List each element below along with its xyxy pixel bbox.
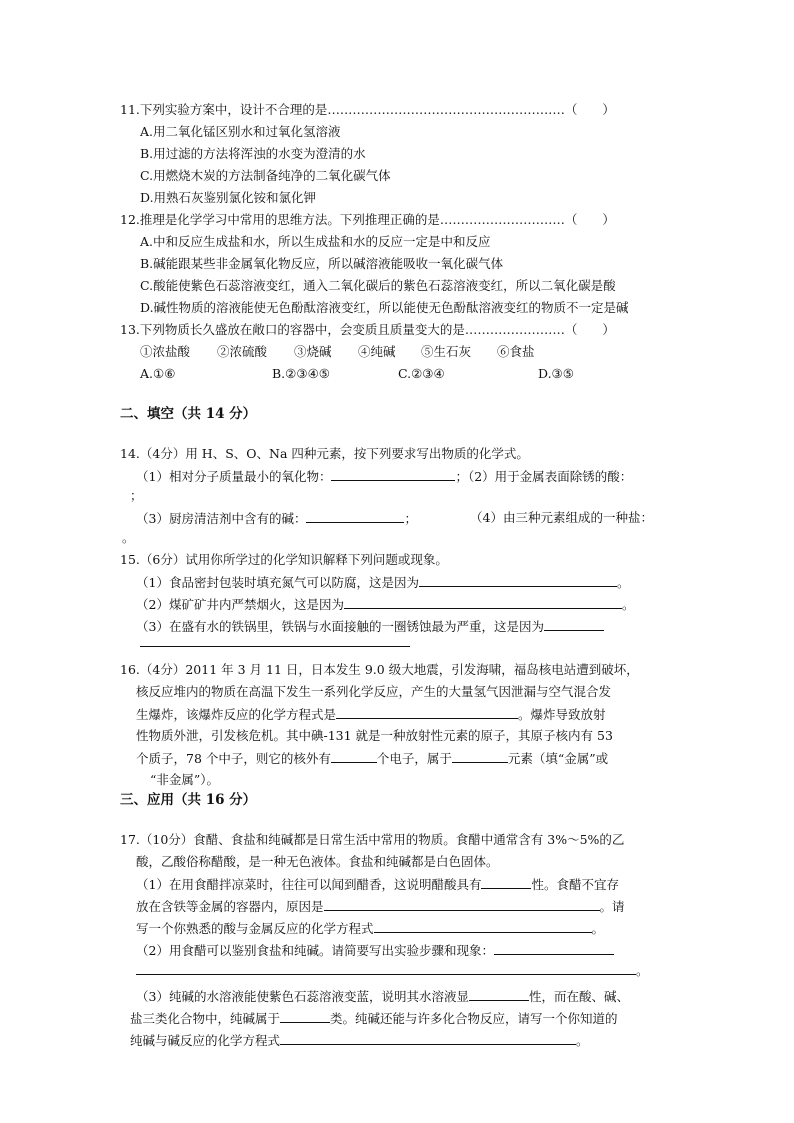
q13-item-2: ②浓硫酸: [217, 344, 268, 359]
q17-equation-2-blank[interactable]: [280, 1032, 576, 1045]
q15-part-2-end: 。: [621, 597, 635, 612]
q17-reason-blank[interactable]: [324, 898, 600, 911]
q15-line-2: [136, 596, 634, 613]
q17-line-9-tail: 类。纯碱还能与许多化合物反应，请写一个你知道的: [330, 1011, 618, 1026]
q14-sep-1: ；: [455, 469, 468, 484]
q16-element-blank[interactable]: [452, 750, 508, 763]
q16-line-6: “非金属”）。: [150, 772, 220, 787]
q14-part-2-label: （2）用于金属表面除锈的酸：: [467, 469, 633, 484]
q17-category-blank[interactable]: [280, 1010, 330, 1023]
q16-equation-label: 生爆炸，该爆炸反应的化学方程式是: [136, 707, 337, 722]
q14-part-4-label: （4）由三种元素组成的一种盐：: [470, 510, 653, 525]
q12-option-d: D.碱性物质的溶液能使无色酚酞溶液变红，所以能使无色酚酞溶液变红的物质不一定是碱: [140, 300, 629, 315]
q13-option-a: A.①⑥: [140, 366, 176, 381]
q15-line-3: [136, 618, 604, 635]
q17-equation-1-label: 写一个你熟悉的酸与金属反应的化学方程式: [136, 921, 374, 936]
q17-line-3: [136, 876, 619, 893]
q17-blank-1[interactable]: [481, 876, 531, 889]
q16-line-5: [136, 750, 608, 767]
q16-element-label: 个电子，属于: [376, 751, 452, 766]
q16-line-2: 核反应堆内的物质在高温下发生一系列化学反应，产生的大量氢气因泄漏与空气混合发: [136, 684, 612, 699]
q14-sep-3: ；: [404, 511, 417, 526]
q14-blank-3[interactable]: [306, 510, 404, 523]
q15-stem: 15.（6分）试用你所学过的化学知识解释下列问题或现象。: [120, 552, 448, 567]
q17-blank-3a[interactable]: [469, 988, 529, 1001]
q15-part-3-label: （3）在盛有水的铁锅里，铁锅与水面接触的一圈锈蚀最为严重，这是因为: [136, 619, 544, 634]
q17-part-2-label: （2）用食醋可以鉴别食盐和纯碱。请简要写出实验步骤和现象：: [136, 943, 494, 958]
q17-part-3-label: （3）纯碱的水溶液能使紫色石蕊溶液变蓝，说明其水溶液显: [136, 989, 469, 1004]
q17-category-label: 盐三类化合物中，纯碱属于: [130, 1011, 281, 1026]
q11-option-c: C.用燃烧木炭的方法制备纯净的二氧化碳气体: [140, 168, 391, 183]
q17-line-5-end: 。: [591, 921, 605, 936]
q17-blank-2b[interactable]: [136, 962, 636, 975]
q15-line-3-continued: [140, 634, 410, 651]
q14-stem: 14.（4分）用 H、S、O、Na 四种元素，按下列要求写出物质的化学式。: [120, 446, 529, 461]
q15-part-1-label: （1）食品密封包装时填充氮气可以防腐，这是因为: [136, 575, 419, 590]
q15-blank-1[interactable]: [419, 574, 617, 587]
section-3-title: 三、应用（共 16 分）: [120, 792, 257, 808]
q14-line-3: [136, 510, 417, 527]
q16-line-3: [136, 706, 606, 723]
q11-stem: 11.下列实验方案中，设计不合理的是…………………………………………………（ ）: [120, 102, 615, 117]
q13-item-6: ⑥食盐: [497, 344, 535, 359]
q12-option-a: A.中和反应生成盐和水，所以生成盐和水的反应一定是中和反应: [140, 234, 491, 249]
q17-line-2: 酸，乙酸俗称醋酸，是一种无色液体。食盐和纯碱都是白色固体。: [136, 854, 499, 869]
q15-part-1-end: 。: [616, 575, 630, 590]
q16-line-1: 16.（4分）2011 年 3 月 11 日，日本发生 9.0 级大地震，引发海啸，福岛核电站遭到破坏，: [120, 662, 639, 677]
q17-line-4: [136, 898, 625, 915]
q16-electrons-label: 个质子，78 个中子，则它的核外有: [136, 751, 331, 766]
q17-line-3-tail: 性。食醋不宜存: [531, 877, 619, 892]
q12-option-c: C.酸能使紫色石蕊溶液变红，通入二氧化碳后的紫色石蕊溶液变红，所以二氧化碳是酸: [140, 278, 616, 293]
q15-part-2-label: （2）煤矿矿井内严禁烟火，这是因为: [136, 597, 344, 612]
q17-line-5: [136, 920, 604, 937]
q17-line-1: 17.（10分）食醋、食盐和纯碱都是日常生活中常用的物质。食醋中通常含有 3%～5%的乙: [120, 832, 625, 847]
q17-equation-2-label: 纯碱与碱反应的化学方程式: [130, 1033, 281, 1048]
q11-option-d: D.用熟石灰鉴别氯化铵和氯化钾: [140, 190, 317, 205]
q13-item-4: ④纯碱: [358, 344, 396, 359]
q17-line-7-end: 。: [636, 963, 649, 978]
q17-line-8-tail: 性，而在酸、碱、: [528, 989, 629, 1004]
q13-option-b: B.②③④⑤: [272, 366, 330, 381]
q15-blank-3b[interactable]: [140, 634, 410, 647]
q16-electrons-blank[interactable]: [331, 750, 377, 763]
q17-line-10-end: 。: [576, 1033, 589, 1048]
q11-option-a: A.用二氧化锰区别水和过氧化氢溶液: [140, 124, 341, 139]
section-2-title: 二、填空（共 14 分）: [120, 406, 257, 422]
q13-option-c: C.②③④: [398, 366, 445, 381]
q13-item-1: ①浓盐酸: [140, 344, 191, 359]
q14-part-1-label: （1）相对分子质量最小的氧化物：: [136, 469, 332, 484]
q12-stem: 12.推理是化学学习中常用的思维方法。下列推理正确的是…………………………（ ）: [120, 212, 615, 227]
q16-line-5-tail: 元素（填“金属”或: [507, 751, 609, 766]
q16-line-4: 性物质外泄，引发核危机。其中碘-131 就是一种放射性元素的原子，其原子核内有 53: [136, 728, 613, 743]
q14-blank-1[interactable]: [331, 468, 455, 481]
q15-line-1: [136, 574, 629, 591]
q17-line-6: [136, 942, 614, 959]
q16-line-3-tail: 。爆炸导致放射: [518, 707, 606, 722]
q13-item-3: ③烧碱: [294, 344, 332, 359]
q15-blank-2[interactable]: [344, 596, 622, 609]
q17-part-1-label: （1）在用食醋拌凉菜时，往往可以闻到醋香，这说明醋酸具有: [136, 877, 482, 892]
q17-line-9: [130, 1010, 618, 1027]
q17-reason-label: 放在含铁等金属的容器内，原因是: [136, 899, 324, 914]
q17-equation-1-blank[interactable]: [374, 920, 592, 933]
q17-blank-2a[interactable]: [494, 942, 614, 955]
q17-line-4-tail: 。请: [599, 899, 625, 914]
q12-option-b: B.碱能跟某些非金属氧化物反应，所以碱溶液能吸收一氧化碳气体: [140, 256, 504, 271]
q11-option-b: B.用过滤的方法将浑浊的水变为澄清的水: [140, 146, 366, 161]
q14-line-1: [136, 468, 632, 485]
q14-part-3-label: （3）厨房清洁剂中含有的碱：: [136, 511, 307, 526]
q13-item-5: ⑤生石灰: [421, 344, 472, 359]
q17-line-10: [130, 1032, 589, 1049]
q14-end-period: 。: [122, 530, 135, 545]
q17-line-7: [136, 962, 649, 979]
q15-blank-3a[interactable]: [544, 618, 604, 631]
q14-semicolon: ；: [130, 488, 143, 503]
q16-equation-blank[interactable]: [336, 706, 518, 719]
q13-option-d: D.③⑤: [538, 366, 574, 381]
q17-line-8: [136, 988, 629, 1005]
q13-stem: 13.下列物质长久盛放在敞口的容器中，会变质且质量变大的是……………………（ ）: [120, 322, 615, 337]
